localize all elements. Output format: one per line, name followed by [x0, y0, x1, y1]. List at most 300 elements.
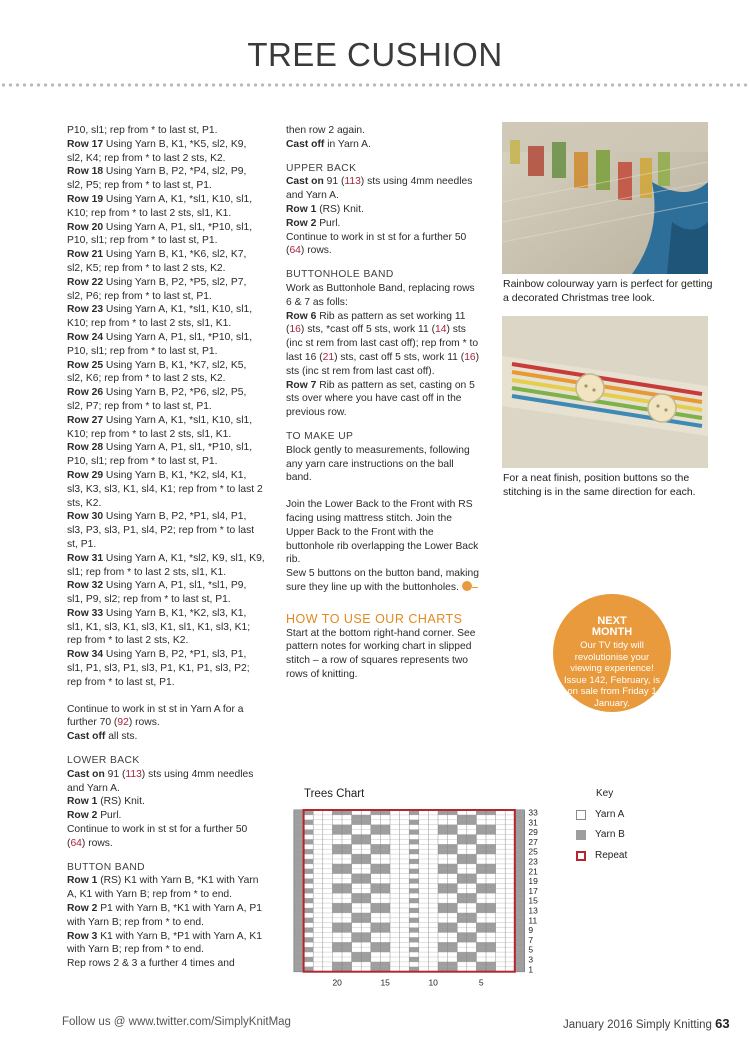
- upper-back-continue: Continue to work in st st for a further 50 (64) rows.: [286, 231, 467, 257]
- chart-cell: [342, 864, 352, 869]
- repeat-swatch: [576, 851, 586, 861]
- chart-cell: [361, 835, 371, 840]
- chart-cell: [294, 913, 304, 918]
- chart-cell: [371, 884, 381, 889]
- chart-cell: [294, 933, 304, 938]
- chart-cell: [457, 839, 467, 844]
- chart-cell: [515, 898, 525, 903]
- chart-cell: [438, 923, 448, 928]
- chart-cell: [409, 879, 419, 884]
- chart-cell: [294, 839, 304, 844]
- end-mark-icon: [462, 581, 472, 591]
- chart-cell: [294, 879, 304, 884]
- chart-cell: [294, 937, 304, 942]
- chart-cell: [448, 849, 458, 854]
- chart-cell: [342, 869, 352, 874]
- chart-cell: [467, 835, 477, 840]
- chart-cell: [515, 952, 525, 957]
- chart-cell: [476, 962, 486, 967]
- chart-cell: [294, 898, 304, 903]
- chart-cell: [438, 962, 448, 967]
- chart-cell: [457, 893, 467, 898]
- chart-cell: [438, 903, 448, 908]
- chart-cell: [438, 825, 448, 830]
- chart-cell: [294, 962, 304, 967]
- pattern-row-10: Row 27 Using Yarn A, K1, *sl1, K10, sl1, K10; rep from * to last 2 sts, sl1, K1.: [67, 414, 253, 440]
- chart-cell: [294, 923, 304, 928]
- chart-cell: [371, 869, 381, 874]
- chart-cell: [371, 888, 381, 893]
- chart-cell: [294, 810, 304, 815]
- chart-cell: [294, 942, 304, 947]
- chart-cell: [294, 869, 304, 874]
- chart-cell: [332, 830, 342, 835]
- chart-cell: [467, 893, 477, 898]
- chart-col-label: 5: [478, 977, 484, 988]
- chart-cell: [380, 903, 390, 908]
- make-up-para-1: Block gently to measurements, following any yarn care instructions on the ball band.: [286, 444, 470, 484]
- pattern-row-7: Row 24 Using Yarn A, P1, sl1, *P10, sl1, P10, sl1; rep from * to last st, P1.: [67, 331, 253, 357]
- chart-cell: [409, 839, 419, 844]
- pattern-row-11: Row 28 Using Yarn A, P1, sl1, *P10, sl1, P10, sl1; rep from * to last st, P1.: [67, 442, 253, 468]
- chart-cell: [467, 898, 477, 903]
- key-yarn-b: [576, 829, 625, 840]
- lower-back-heading: LOWER BACK: [67, 755, 140, 767]
- chart-cell: [294, 893, 304, 898]
- chart-cell: [342, 908, 352, 913]
- pattern-row-1: Row 18 Using Yarn B, P2, *P4, sl2, P9, sl2, P5; rep from * to last st, P1.: [67, 166, 247, 192]
- chart-cell: [515, 820, 525, 825]
- chart-cell: [352, 879, 362, 884]
- chart-cell: [476, 947, 486, 952]
- how-to-heading: HOW TO USE OUR CHARTS: [286, 611, 463, 626]
- chart-cell: [332, 825, 342, 830]
- chart-cell: [361, 879, 371, 884]
- chart-cell: [476, 884, 486, 889]
- chart-cell: [294, 884, 304, 889]
- chart-cell: [294, 918, 304, 923]
- chart-cell: [515, 908, 525, 913]
- chart-cell: [332, 869, 342, 874]
- chart-cell: [515, 830, 525, 835]
- pattern-row-14: Row 31 Using Yarn A, K1, *sl2, K9, sl1, K9, sl1; rep from * to last 2 sts, sl1, K1.: [67, 552, 265, 578]
- chart-cell: [294, 952, 304, 957]
- chart-cell: [304, 859, 314, 864]
- chart-cell: [332, 947, 342, 952]
- chart-cell: [438, 844, 448, 849]
- chart-cell: [380, 908, 390, 913]
- chart-cell: [476, 864, 486, 869]
- chart-cell: [361, 874, 371, 879]
- chart-col-label: 10: [428, 977, 438, 988]
- chart-cell: [380, 947, 390, 952]
- chart-cell: [448, 884, 458, 889]
- chart-cell: [409, 820, 419, 825]
- button-band-rep: Rep rows 2 & 3 a further 4 times and: [67, 958, 235, 970]
- chart-cell: [467, 815, 477, 820]
- chart-cell: [352, 820, 362, 825]
- chart-cell: [476, 903, 486, 908]
- chart-cell: [448, 962, 458, 967]
- chart-cell: [352, 859, 362, 864]
- chart-cell: [448, 869, 458, 874]
- chart-cell: [332, 923, 342, 928]
- pattern-row-17: Row 34 Using Yarn B, P2, *P1, sl3, P1, sl1, P1, sl3, P1, sl3, P1, K1, P1, sl3, P2; rep from * to last st, P1.: [67, 649, 250, 688]
- chart-cell: [467, 913, 477, 918]
- chart-cell: [409, 908, 419, 913]
- then-line: then row 2 again.: [286, 125, 365, 136]
- chart-cell: [294, 859, 304, 864]
- chart-row-label: 33: [528, 807, 538, 818]
- chart-cell: [438, 947, 448, 952]
- key-yarn-a: [576, 809, 624, 820]
- chart-cell: [448, 825, 458, 830]
- chart-cell: [332, 908, 342, 913]
- chart-cell: [457, 933, 467, 938]
- photo-caption-top: Rainbow colourway yarn is perfect for getting a decorated Christmas tree look.: [503, 278, 713, 304]
- chart-cell: [448, 947, 458, 952]
- chart-cell: [380, 888, 390, 893]
- chart-cell: [515, 884, 525, 889]
- chart-cell: [486, 908, 496, 913]
- chart-cell: [486, 869, 496, 874]
- chart-cell: [294, 967, 304, 972]
- chart-cell: [361, 937, 371, 942]
- pattern-row-0: Row 17 Using Yarn B, K1, *K5, sl2, K9, sl2, K4; rep from * to last 2 sts, K2.: [67, 138, 247, 164]
- chart-cell: [515, 947, 525, 952]
- upper-back-row-2: Row 2 Purl.: [286, 217, 341, 229]
- chart-cell: [409, 888, 419, 893]
- chart-cell: [332, 844, 342, 849]
- chart-row-label: 31: [528, 817, 538, 828]
- chart-cell: [476, 942, 486, 947]
- yarn-b-swatch: [576, 830, 586, 840]
- chart-row-label: 3: [528, 954, 534, 965]
- chart-cell: [476, 928, 486, 933]
- chart-cell: [371, 962, 381, 967]
- chart-cell: [380, 869, 390, 874]
- chart-cell: [342, 884, 352, 889]
- chart-cell: [371, 849, 381, 854]
- chart-cell: [352, 874, 362, 879]
- chart-cell: [380, 864, 390, 869]
- chart-cell: [438, 884, 448, 889]
- button-band-heading: BUTTON BAND: [67, 861, 146, 873]
- buttonhole-band-heading: BUTTONHOLE BAND: [286, 269, 394, 281]
- chart-cell: [294, 874, 304, 879]
- chart-cell: [352, 839, 362, 844]
- chart-cell: [438, 864, 448, 869]
- chart-cell: [294, 849, 304, 854]
- chart-cell: [371, 844, 381, 849]
- chart-cell: [457, 854, 467, 859]
- chart-row-label: 5: [528, 944, 534, 955]
- chart-cell: [515, 928, 525, 933]
- chart-cell: [294, 815, 304, 820]
- buttonhole-row-7: Row 7 Rib as pattern as set, casting on 5 sts over where you have cast off in the previous row.: [286, 379, 475, 419]
- chart-cell: [294, 825, 304, 830]
- chart-cell: [371, 825, 381, 830]
- chart-cell: [409, 928, 419, 933]
- chart-cell: [361, 957, 371, 962]
- chart-cell: [304, 879, 314, 884]
- chart-cell: [332, 864, 342, 869]
- chart-cell: [515, 893, 525, 898]
- chart-cell: [467, 854, 477, 859]
- chart-cell: [342, 942, 352, 947]
- column-2: [286, 124, 482, 682]
- chart-cell: [304, 820, 314, 825]
- buttonhole-intro: Work as Buttonhole Band, replacing rows 6 & 7 as folls:: [286, 282, 475, 308]
- chart-cell: [409, 957, 419, 962]
- chart-cell: [294, 957, 304, 962]
- chart-cell: [342, 844, 352, 849]
- chart-cell: [332, 942, 342, 947]
- chart-cell: [332, 849, 342, 854]
- chart-cell: [515, 918, 525, 923]
- pattern-row-15: Row 32 Using Yarn A, P1, sl1, *sl1, P9, sl1, P9, sl2; rep from * to last st, P1.: [67, 580, 247, 606]
- chart-title: Trees Chart: [304, 788, 365, 800]
- chart-cell: [304, 957, 314, 962]
- chart-cell: [515, 957, 525, 962]
- chart-cell: [409, 830, 419, 835]
- key-title: Key: [596, 788, 614, 799]
- chart-cell: [361, 952, 371, 957]
- chart-cell: [448, 844, 458, 849]
- key-repeat: [576, 850, 627, 861]
- chart-cell: [476, 844, 486, 849]
- chart-cell: [352, 937, 362, 942]
- chart-cell: [332, 903, 342, 908]
- chart-cell: [342, 849, 352, 854]
- chart-row-label: 9: [528, 925, 534, 936]
- chart-cell: [361, 913, 371, 918]
- chart-cell: [304, 898, 314, 903]
- chart-cell: [467, 859, 477, 864]
- chart-cell: [486, 830, 496, 835]
- chart-cell: [342, 888, 352, 893]
- pattern-row-4: Row 21 Using Yarn B, K1, *K6, sl2, K7, sl2, K5; rep from * to last 2 sts, K2.: [67, 249, 247, 274]
- page-title: TREE CUSHION: [247, 36, 503, 73]
- chart-cell: [438, 849, 448, 854]
- chart-col-label: 20: [332, 977, 342, 988]
- continue-text: Continue to work in st st in Yarn A for a further 70 (92) rows.: [67, 703, 244, 729]
- chart-cell: [342, 825, 352, 830]
- chart-cell: [486, 962, 496, 967]
- key-label-repeat: Repeat: [595, 850, 628, 861]
- chart-cell: [448, 830, 458, 835]
- chart-cell: [409, 918, 419, 923]
- chart-cell: [457, 918, 467, 923]
- chart-cell: [515, 903, 525, 908]
- chart-cell: [467, 820, 477, 825]
- cast-off-yarn-a: Cast off in Yarn A.: [286, 138, 371, 150]
- chart-cell: [361, 918, 371, 923]
- chart-cell: [352, 918, 362, 923]
- photo-caption-bottom: For a neat finish, position buttons so the stitching is in the same direction for each.: [503, 472, 696, 498]
- chart-cell: [380, 849, 390, 854]
- chart-cell: [332, 962, 342, 967]
- chart-cell: [304, 947, 314, 952]
- key-label-yarn-a: Yarn A: [595, 809, 625, 820]
- button-band-row-2: Row 3 K1 with Yarn B, *P1 with Yarn A, K1 with Yarn B; rep from * to end.: [67, 930, 262, 956]
- chart-row-label: 13: [528, 905, 538, 916]
- chart-cell: [409, 869, 419, 874]
- chart-cell: [380, 962, 390, 967]
- buttonhole-row-6: Row 6 Rib as pattern as set working 11 (16) sts, *cast off 5 sts, work 11 (14) sts (inc st rem from last cast off); rep from * to last 16 (21) sts, cast off 5 sts, work 11 (16) sts (inc st rem from last cast off).: [286, 310, 480, 377]
- pattern-row-3: Row 20 Using Yarn A, P1, sl1, *P10, sl1, P10, sl1; rep from * to last st, P1.: [67, 221, 253, 247]
- chart-cell: [515, 913, 525, 918]
- chart-cell: [515, 864, 525, 869]
- chart-cell: [457, 820, 467, 825]
- chart-cell: [467, 839, 477, 844]
- chart-cell: [515, 888, 525, 893]
- chart-cell: [486, 864, 496, 869]
- lower-back-row-1: Row 1 (RS) Knit.: [67, 796, 145, 808]
- upper-back-heading: UPPER BACK: [286, 162, 357, 174]
- lower-back-cast-on: Cast on 91 (113) sts using 4mm needles and Yarn A.: [67, 768, 254, 794]
- how-to-text: Start at the bottom right-hand corner. See pattern notes for working chart in slipped stitch – a row of squares represents two rows of knitting.: [286, 627, 476, 680]
- chart-cell: [371, 908, 381, 913]
- chart-row-label: 11: [528, 915, 538, 926]
- chart-cell: [294, 835, 304, 840]
- dotted-divider: [0, 82, 750, 88]
- chart-cell: [515, 923, 525, 928]
- chart-cell: [361, 859, 371, 864]
- chart-row-label: 23: [528, 856, 538, 867]
- chart-cell: [409, 898, 419, 903]
- chart-cell: [515, 859, 525, 864]
- chart-cell: [409, 859, 419, 864]
- chart-cell: [457, 879, 467, 884]
- chart-cell: [380, 884, 390, 889]
- chart-cell: [352, 898, 362, 903]
- chart-cell: [332, 928, 342, 933]
- chart-cell: [332, 884, 342, 889]
- button-band-row-0: Row 1 (RS) K1 with Yarn B, *K1 with Yarn A, K1 with Yarn B; rep from * to end.: [67, 875, 259, 901]
- chart-cell: [361, 854, 371, 859]
- chart-cell: [342, 923, 352, 928]
- chart-cell: [467, 879, 477, 884]
- chart-cell: [304, 849, 314, 854]
- chart-cell: [515, 835, 525, 840]
- chart-cell: [371, 923, 381, 928]
- chart-cell: [476, 825, 486, 830]
- chart-cell: [294, 908, 304, 913]
- chart-cell: [448, 942, 458, 947]
- chart-cell: [371, 864, 381, 869]
- chart-col-label: 15: [380, 977, 390, 988]
- chart-cell: [457, 898, 467, 903]
- chart-cell: [438, 888, 448, 893]
- cast-off-line: Cast off all sts.: [67, 731, 138, 743]
- chart-cell: [467, 918, 477, 923]
- chart-cell: [467, 874, 477, 879]
- chart-cell: [294, 888, 304, 893]
- chart-cell: [515, 962, 525, 967]
- make-up-para-3: Sew 5 buttons on the button band, making sure they line up with the buttonholes.: [286, 568, 479, 593]
- chart-cell: [486, 928, 496, 933]
- chart-cell: [515, 839, 525, 844]
- chart-cell: [448, 923, 458, 928]
- chart-cell: [371, 947, 381, 952]
- chart-cell: [486, 844, 496, 849]
- chart-cell: [361, 820, 371, 825]
- chart-cell: [467, 952, 477, 957]
- chart-cell: [515, 967, 525, 972]
- chart-cell: [352, 815, 362, 820]
- chart-cell: [438, 942, 448, 947]
- pattern-row-13: Row 30 Using Yarn B, P2, *P1, sl4, P1, sl3, P3, sl3, P1, sl4, P2; rep from * to last st, P1.: [67, 511, 255, 550]
- pattern-row-2: Row 19 Using Yarn A, K1, *sl1, K10, sl1, K10; rep from * to last 2 sts, sl1, K1.: [67, 193, 253, 219]
- chart-row-label: 7: [528, 934, 534, 945]
- chart-cell: [294, 947, 304, 952]
- page-number: 63: [715, 1016, 730, 1031]
- chart-cell: [380, 942, 390, 947]
- pattern-row-8: Row 25 Using Yarn B, K1, *K7, sl2, K5, sl2, K6; rep from * to last 2 sts, K2.: [67, 359, 247, 385]
- chart-cell: [515, 844, 525, 849]
- chart-cell: [515, 937, 525, 942]
- chart-cell: [352, 952, 362, 957]
- chart-cell: [486, 888, 496, 893]
- chart-cell: [457, 913, 467, 918]
- chart-row-label: 27: [528, 836, 538, 847]
- chart-cell: [448, 908, 458, 913]
- chart-cell: [448, 888, 458, 893]
- upper-back-cast-on: Cast on 91 (113) sts using 4mm needles and Yarn A.: [286, 176, 473, 202]
- chart-cell: [304, 928, 314, 933]
- chart-cell: [342, 947, 352, 952]
- chart-cell: [515, 849, 525, 854]
- chart-cell: [304, 888, 314, 893]
- footer-twitter: Follow us @ www.twitter.com/SimplyKnitMag: [62, 1016, 291, 1028]
- chart-cell: [371, 928, 381, 933]
- chart-cell: [486, 849, 496, 854]
- chart-cell: [294, 928, 304, 933]
- chart-cell: [342, 928, 352, 933]
- key-label-yarn-b: Yarn B: [595, 829, 625, 840]
- button-band-row-1: Row 2 P1 with Yarn B, *K1 with Yarn A, P1 with Yarn B; rep from * to end.: [67, 903, 262, 928]
- chart-cell: [361, 839, 371, 844]
- pattern-row-12: Row 29 Using Yarn B, K1, *K2, sl4, K1, sl3, K3, sl3, K1, sl4, K1; rep from * to last 2 sts, K2.: [67, 469, 263, 509]
- chart-cell: [515, 825, 525, 830]
- chart-cell: [304, 830, 314, 835]
- chart-cell: [448, 928, 458, 933]
- chart-row-label: 19: [528, 876, 538, 887]
- chart-cell: [294, 820, 304, 825]
- chart-cell: [476, 923, 486, 928]
- chart-cell: [515, 942, 525, 947]
- lower-back-row-2: Row 2 Purl.: [67, 810, 122, 822]
- chart-cell: [486, 884, 496, 889]
- tree-cushion-photo: [502, 122, 708, 274]
- chart-cell: [457, 859, 467, 864]
- chart-row-label: 21: [528, 866, 538, 877]
- chart-cell: [515, 869, 525, 874]
- lower-back-continue: Continue to work in st st for a further 50 (64) rows.: [67, 824, 248, 849]
- pattern-row-6: Row 23 Using Yarn A, K1, *sl1, K10, sl1, K10; rep from * to last 2 sts, sl1, K1.: [67, 304, 253, 330]
- chart-cell: [486, 923, 496, 928]
- chart-cell: [467, 957, 477, 962]
- chart-cell: [438, 908, 448, 913]
- chart-row-label: 25: [528, 846, 538, 857]
- chart-cell: [361, 893, 371, 898]
- chart-cell: [352, 854, 362, 859]
- chart-cell: [371, 830, 381, 835]
- chart-cell: [457, 957, 467, 962]
- chart-cell: [332, 888, 342, 893]
- chart-cell: [448, 903, 458, 908]
